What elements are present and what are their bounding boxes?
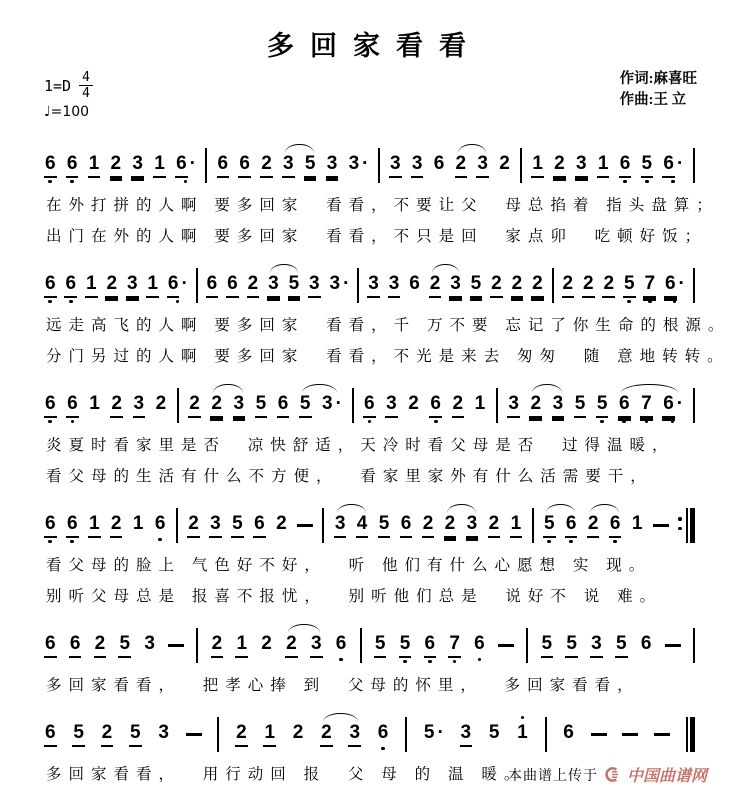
note-token: 3 <box>209 505 222 545</box>
note-token: 5 <box>72 714 85 754</box>
note-token: 6 · <box>662 145 683 185</box>
octave-dot <box>547 540 551 544</box>
lyrics-row: 远走高飞的人啊 要多回家 看看，千 万不要 忘记了你生命的根源。 <box>46 317 731 334</box>
note-token: 2 <box>105 265 118 305</box>
note-token: 6 <box>409 273 420 294</box>
time-signature-denominator: 4 <box>82 86 90 101</box>
octave-dot <box>48 180 52 184</box>
note-token: 3 <box>388 265 401 305</box>
note-token: 3 <box>158 722 169 743</box>
note-token: 3 <box>449 265 462 305</box>
tempo-marking: ♩=100 <box>44 104 90 120</box>
note-token: 7 <box>643 265 656 305</box>
note-token: 2 <box>582 265 595 305</box>
lyrics-row: 出门在外的人啊 要多回家 看看，不只是回 家点卯 吃顿好饭； <box>46 228 708 245</box>
note-token: 6 <box>44 625 57 665</box>
note-token: 3 <box>476 145 489 185</box>
time-signature-numerator: 4 <box>79 71 93 86</box>
note-token: 5 <box>541 625 554 665</box>
site-logo-icon <box>604 766 621 783</box>
lyrics-row: 多回家看看， 把孝心捧 到 父母的怀里， 多回家看看， <box>46 677 640 694</box>
note-token: 2 <box>553 145 566 185</box>
note-token: 3 <box>367 265 380 305</box>
barline <box>693 625 695 663</box>
octave-dot <box>70 180 74 184</box>
note-token: 1 <box>235 625 248 665</box>
octave-dot <box>645 420 649 424</box>
note-token: 6 <box>363 385 376 425</box>
note-token: 5 <box>288 265 301 305</box>
note-token: 1 <box>631 513 643 534</box>
song-title: 多回家看看 <box>267 31 482 61</box>
barline <box>176 505 178 543</box>
note-token: 1 <box>153 145 166 185</box>
duration-dash <box>654 714 670 736</box>
notes-row <box>42 714 697 758</box>
note-token: 3 <box>133 385 146 425</box>
note-token: 3 · <box>348 153 369 174</box>
note-token: 3 <box>308 265 321 305</box>
duration-dash <box>168 625 184 647</box>
note-token: 2 <box>110 505 123 545</box>
note-token: 3 <box>552 385 565 425</box>
octave-dot <box>158 538 162 542</box>
note-token: 5 <box>543 505 556 545</box>
note-token: 6 <box>226 265 239 305</box>
music-system <box>42 505 697 611</box>
octave-dot <box>673 300 677 304</box>
note-token: 5 <box>565 625 578 665</box>
note-token: 2 <box>235 714 248 754</box>
note-token: 1 <box>531 145 544 185</box>
note-token: 1 <box>263 714 276 754</box>
note-token: 6 <box>424 625 437 665</box>
time-signature <box>79 71 93 100</box>
note-token: 5 <box>129 714 142 754</box>
note-token: 3 <box>233 385 246 425</box>
score-header <box>0 69 733 131</box>
note-token: 2 <box>499 153 510 174</box>
note-token: 3 <box>411 145 424 185</box>
note-token: 1 <box>85 265 98 305</box>
final-barline <box>686 714 695 752</box>
barline <box>526 625 528 663</box>
note-token: 3 <box>282 145 295 185</box>
note-token: 5 <box>470 265 483 305</box>
duration-dash <box>622 714 638 736</box>
barline <box>378 145 380 183</box>
note-token: 3 <box>348 714 361 754</box>
note-token: 5 <box>118 625 131 665</box>
duration-dash <box>665 625 681 647</box>
composer-credit: 作曲:王 立 <box>619 92 687 108</box>
note-token: 3 <box>389 145 402 185</box>
note-token: 6 <box>44 714 57 754</box>
note-token: 7 <box>640 385 653 425</box>
barline <box>496 385 498 423</box>
octave-dot <box>70 540 74 544</box>
barline <box>205 145 207 183</box>
octave-dot <box>569 540 573 544</box>
octave-dot <box>428 660 432 664</box>
barline <box>405 714 407 752</box>
note-token: 4 <box>356 505 369 545</box>
note-token: 1 <box>146 265 159 305</box>
note-token: 2 <box>488 505 501 545</box>
note-token: 2 <box>210 385 223 425</box>
octave-dot <box>678 527 682 531</box>
note-token: 6 <box>640 633 652 654</box>
note-token: 1 <box>88 145 101 185</box>
note-token: 6 <box>253 505 266 545</box>
lyrics-row: 在外打拼的人啊 要多回家 看看，不要让父 母总掐着 指头盘算； <box>46 197 719 214</box>
lyrics-row: 分门另过的人啊 要多回家 看看，不光是来去 匆匆 随 意地转转。 <box>46 348 730 365</box>
note-token: 6 <box>277 385 290 425</box>
note-token: 6 <box>69 625 82 665</box>
note-token: 2 <box>529 385 542 425</box>
note-token: 3 <box>460 714 473 754</box>
note-token: 2 <box>155 393 167 414</box>
octave-dot <box>48 540 52 544</box>
note-token: 1 <box>516 714 529 752</box>
key-signature-block <box>44 71 93 120</box>
barline <box>177 385 179 423</box>
note-token: 2 <box>261 633 272 654</box>
octave-dot <box>453 660 457 664</box>
lyrics-row: 多回家看看， 用行动回 报 父 母 的 温 暖。 <box>46 766 527 783</box>
note-token: 2 <box>511 265 524 305</box>
repeat-end-barline <box>678 505 695 543</box>
note-token: 6 <box>429 385 442 425</box>
credits-block <box>620 69 697 111</box>
note-token: 2 <box>101 714 114 754</box>
music-system <box>42 385 697 491</box>
note-token: 6 <box>217 145 230 185</box>
duration-dash <box>498 625 514 647</box>
note-token: 6 <box>66 505 79 545</box>
note-token: 5 <box>374 625 387 665</box>
octave-dot <box>339 658 343 662</box>
note-token: 3 <box>466 505 479 545</box>
music-system <box>42 625 697 700</box>
music-system <box>42 145 719 251</box>
note-token: 1 <box>89 393 100 414</box>
note-token: 6 · <box>664 265 685 305</box>
note-token: 6 · <box>167 265 188 305</box>
barline <box>322 505 324 543</box>
octave-dot <box>671 420 675 424</box>
octave-dot <box>184 180 188 184</box>
note-token: 3 <box>575 145 588 185</box>
note-token: 6 <box>619 145 632 185</box>
note-token: 6 · <box>662 385 683 425</box>
barline <box>532 505 534 543</box>
notes-row <box>42 145 697 189</box>
note-token: 2 <box>587 505 600 545</box>
note-token: 6 <box>335 625 348 663</box>
note-token: 2 <box>187 505 200 545</box>
note-token: 2 <box>444 505 457 545</box>
note-token: 2 <box>188 385 201 425</box>
note-token: 6 <box>609 505 622 545</box>
note-token: 6 <box>618 385 631 425</box>
note-token: 2 <box>452 385 465 425</box>
note-token: 5 <box>231 505 244 545</box>
note-token: 2 <box>285 625 298 665</box>
barline <box>545 714 547 752</box>
octave-dot <box>176 300 180 304</box>
octave-dot <box>478 658 482 662</box>
note-token: 6 <box>563 722 574 743</box>
octave-dot <box>434 420 438 424</box>
lyricist-credit: 作词:麻喜旺 <box>619 71 697 87</box>
note-token: 6 <box>377 714 390 752</box>
lyrics-row: 看父母的生活有什么不方便， 看家里家外有什么活需要干， <box>46 468 653 485</box>
note-token: 2 <box>276 513 287 534</box>
upload-note-text: 本曲谱上传于 <box>507 768 598 784</box>
notes-row <box>42 625 697 669</box>
note-token: 2 <box>110 385 123 425</box>
note-token: 5 <box>596 385 609 425</box>
note-token: 5 <box>641 145 654 185</box>
note-token: 3 <box>326 145 339 185</box>
note-token: 3 · <box>322 393 342 414</box>
note-token: 2 <box>260 145 273 185</box>
barline <box>352 385 354 423</box>
note-token: 3 <box>310 625 323 665</box>
barline <box>217 714 219 752</box>
note-token: 1 <box>510 505 523 545</box>
octave-dot <box>381 747 385 751</box>
barline <box>196 625 198 663</box>
note-token: 1 <box>88 505 101 545</box>
octave-dot <box>623 180 627 184</box>
note-token: 2 <box>562 265 575 305</box>
note-token: 2 <box>490 265 503 305</box>
barline <box>552 265 554 303</box>
octave-dot <box>521 716 525 720</box>
note-token: 2 <box>94 625 107 665</box>
octave-dot <box>368 420 372 424</box>
note-token: 2 <box>211 625 224 665</box>
barline <box>360 625 362 663</box>
note-token: 5 <box>255 385 268 425</box>
note-token: 6 <box>66 385 79 425</box>
note-token: 2 <box>531 265 544 305</box>
note-token: 3 <box>385 385 398 425</box>
note-token: 2 <box>110 145 123 185</box>
barline <box>357 265 359 303</box>
barline <box>693 385 695 423</box>
note-token: 5 <box>574 385 587 425</box>
note-token: 2 <box>602 265 615 305</box>
note-token: 5 <box>615 625 628 665</box>
lyrics-row: 炎夏时看家里是否 凉快舒适，天冷时看父母是否 过得温暖， <box>46 437 675 454</box>
key-signature: 1=D <box>44 76 72 95</box>
note-token: 6 <box>206 265 219 305</box>
duration-dash <box>297 505 313 527</box>
note-token: 6 <box>238 145 251 185</box>
note-token: 5 <box>299 385 312 425</box>
note-token: 5 <box>304 145 317 185</box>
note-token: 6 <box>154 505 167 543</box>
octave-dot <box>622 420 626 424</box>
notes-row <box>42 265 697 309</box>
octave-dot <box>613 540 617 544</box>
note-token: 3 <box>144 633 155 654</box>
note-token: 3 <box>334 505 347 545</box>
duration-dash <box>653 505 669 527</box>
note-token: 6 <box>44 265 57 305</box>
octave-dot <box>71 420 75 424</box>
notes-row <box>42 505 697 549</box>
octave-dot <box>678 517 682 521</box>
note-token: 1 <box>474 393 486 414</box>
barline <box>520 145 522 183</box>
barline <box>693 265 695 303</box>
octave-dot <box>600 420 604 424</box>
note-token: 6 <box>44 385 57 425</box>
note-token: 1 <box>597 145 610 185</box>
note-token: 2 <box>408 393 419 414</box>
duration-dash <box>591 714 607 736</box>
site-logo-text: 中国曲谱网 <box>626 768 707 785</box>
note-token: 5 <box>378 505 391 545</box>
note-token: 2 <box>455 145 468 185</box>
barline <box>693 145 695 183</box>
music-system <box>42 265 731 371</box>
note-token: 3 <box>267 265 280 305</box>
barline <box>196 265 198 303</box>
note-token: 3 <box>131 145 144 185</box>
note-token: 3 <box>507 385 520 425</box>
notes-row <box>42 385 697 429</box>
note-token: 6 <box>64 265 77 305</box>
note-token: 6 <box>66 145 79 185</box>
note-token: 5 <box>488 722 500 743</box>
note-token: 2 <box>320 714 333 754</box>
octave-dot <box>627 300 631 304</box>
octave-dot <box>403 660 407 664</box>
note-token: 6 <box>44 505 57 545</box>
lyrics-row: 别听父母总是 报喜不报忧， 别听他们总是 说好不 说 难。 <box>46 588 663 605</box>
note-token: 3 <box>590 625 603 665</box>
note-token: 6 <box>565 505 578 545</box>
note-token: 6 · <box>175 145 196 185</box>
note-token: 2 <box>429 265 442 305</box>
note-token: 5 · <box>423 722 444 743</box>
duration-dash <box>186 714 202 736</box>
note-token: 5 <box>623 265 636 305</box>
note-token: 2 <box>247 265 260 305</box>
note-token: 3 <box>126 265 139 305</box>
note-token: 6 <box>44 145 57 185</box>
octave-dot <box>645 180 649 184</box>
octave-dot <box>671 180 675 184</box>
octave-dot <box>48 420 52 424</box>
note-token: 6 <box>433 153 445 174</box>
note-token: 2 <box>292 722 304 743</box>
note-token: 7 <box>448 625 461 665</box>
note-token: 1 <box>132 513 144 534</box>
watermark-footer <box>508 763 707 786</box>
note-token: 6 <box>473 625 486 663</box>
octave-dot <box>48 300 52 304</box>
note-token: 5 <box>399 625 412 665</box>
note-token: 3 · <box>329 273 350 294</box>
note-token: 2 <box>422 505 435 545</box>
lyrics-row: 看父母的脸上 气色好不好， 听 他们有什么心愿想 实 现。 <box>46 557 652 574</box>
octave-dot <box>648 300 652 304</box>
note-token: 6 <box>400 505 413 545</box>
octave-dot <box>69 300 73 304</box>
